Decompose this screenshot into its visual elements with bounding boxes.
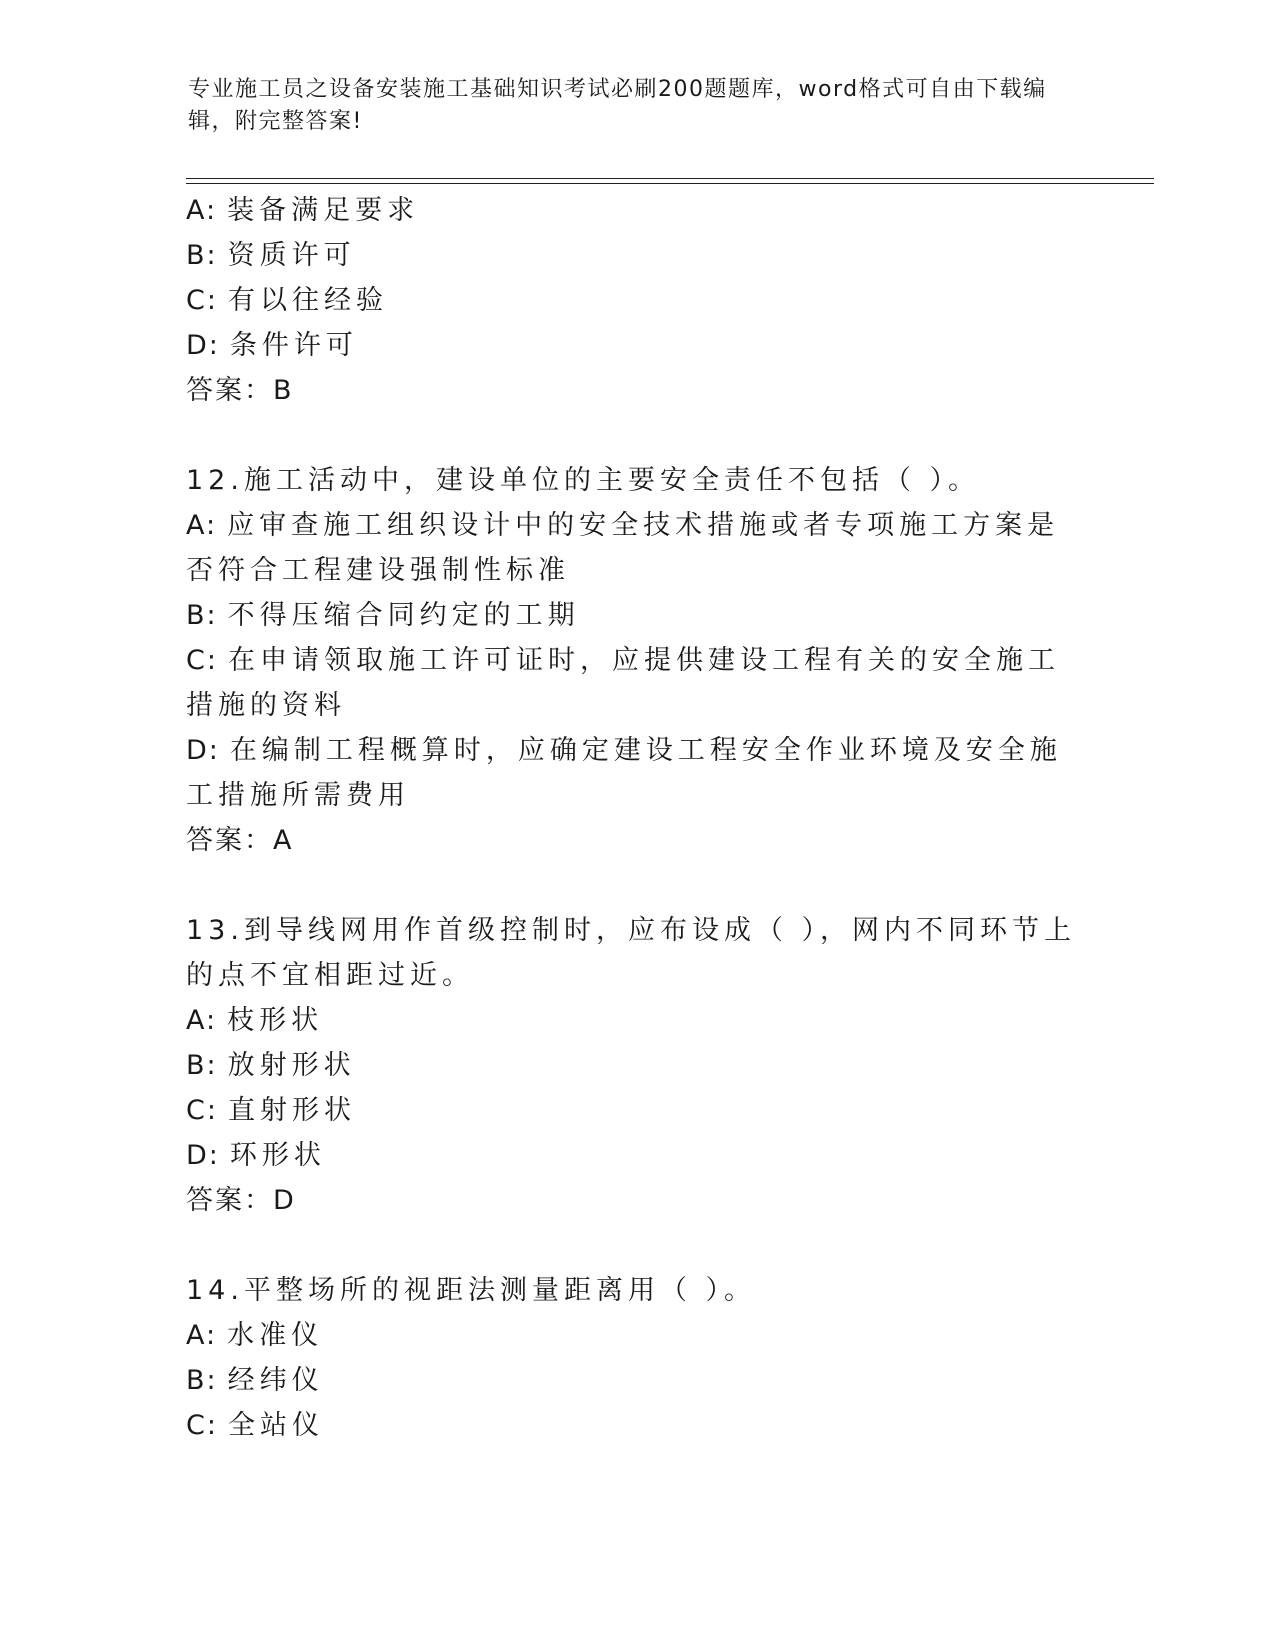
option-label: C: — [186, 645, 218, 676]
question-13 — [186, 908, 1086, 1223]
option-label: A: — [186, 510, 218, 541]
option-label: B: — [186, 240, 218, 271]
question-stem: 13.到导线网用作首级控制时，应布设成（ ），网内不同环节上的点不宜相距过近。 — [186, 915, 1077, 991]
question-14 — [186, 1268, 1086, 1448]
option-d — [186, 728, 1086, 818]
option-text: 放射形状 — [227, 1050, 356, 1081]
option-c — [186, 1088, 1086, 1133]
option-text: 应审查施工组织设计中的安全技术措施或者专项施工方案是否符合工程建设强制性标准 — [186, 510, 1060, 586]
option-b — [186, 1358, 1086, 1403]
option-label: A: — [186, 1320, 218, 1351]
option-b — [186, 593, 1086, 638]
option-text: 全站仪 — [227, 1410, 324, 1441]
option-text: 在编制工程概算时，应确定建设工程安全作业环境及安全施工措施所需费用 — [186, 735, 1062, 811]
question-11-options — [186, 188, 1086, 413]
option-label: B: — [186, 1365, 218, 1396]
option-a — [186, 188, 1086, 233]
question-list — [186, 188, 1086, 1448]
question-stem: 14.平整场所的视距法测量距离用（ ）。 — [186, 1275, 757, 1306]
option-text: 有以往经验 — [227, 285, 388, 316]
option-text: 条件许可 — [229, 330, 358, 361]
option-label: A: — [186, 195, 218, 226]
option-c — [186, 1403, 1086, 1448]
answer-line: 答案：D — [186, 1185, 296, 1216]
option-text: 直射形状 — [227, 1095, 356, 1126]
option-text: 装备满足要求 — [227, 195, 420, 226]
option-a — [186, 503, 1086, 593]
option-text: 不得压缩合同约定的工期 — [227, 600, 580, 631]
option-text: 资质许可 — [227, 240, 356, 271]
header-rule-top — [186, 178, 1154, 179]
option-b — [186, 1043, 1086, 1088]
option-d — [186, 1133, 1086, 1178]
option-label: B: — [186, 1050, 218, 1081]
answer-line: 答案：A — [186, 825, 294, 856]
option-label: D: — [186, 330, 220, 361]
option-text: 在申请领取施工许可证时，应提供建设工程有关的安全施工措施的资料 — [186, 645, 1060, 721]
option-text: 环形状 — [229, 1140, 326, 1171]
option-label: A: — [186, 1005, 218, 1036]
option-d — [186, 323, 1086, 368]
option-label: D: — [186, 1140, 220, 1171]
spacer — [186, 413, 1086, 458]
spacer — [186, 863, 1086, 908]
option-c — [186, 638, 1086, 728]
header-rule-bottom — [186, 183, 1154, 184]
option-text: 水准仪 — [227, 1320, 324, 1351]
option-b — [186, 233, 1086, 278]
option-label: B: — [186, 600, 218, 631]
question-12 — [186, 458, 1086, 863]
spacer — [186, 1223, 1086, 1268]
option-text: 经纬仪 — [227, 1365, 324, 1396]
document-title: 专业施工员之设备安装施工基础知识考试必刷200题题库，word格式可自由下载编辑，附完整答案! — [188, 77, 1047, 134]
option-label: C: — [186, 1095, 218, 1126]
option-a — [186, 998, 1086, 1043]
option-label: C: — [186, 1410, 218, 1441]
question-stem: 12.施工活动中，建设单位的主要安全责任不包括（ ）。 — [186, 465, 981, 496]
option-c — [186, 278, 1086, 323]
option-label: D: — [186, 735, 220, 766]
answer-line: 答案：B — [186, 375, 294, 406]
option-text: 枝形状 — [227, 1005, 324, 1036]
option-a — [186, 1313, 1086, 1358]
option-label: C: — [186, 285, 218, 316]
